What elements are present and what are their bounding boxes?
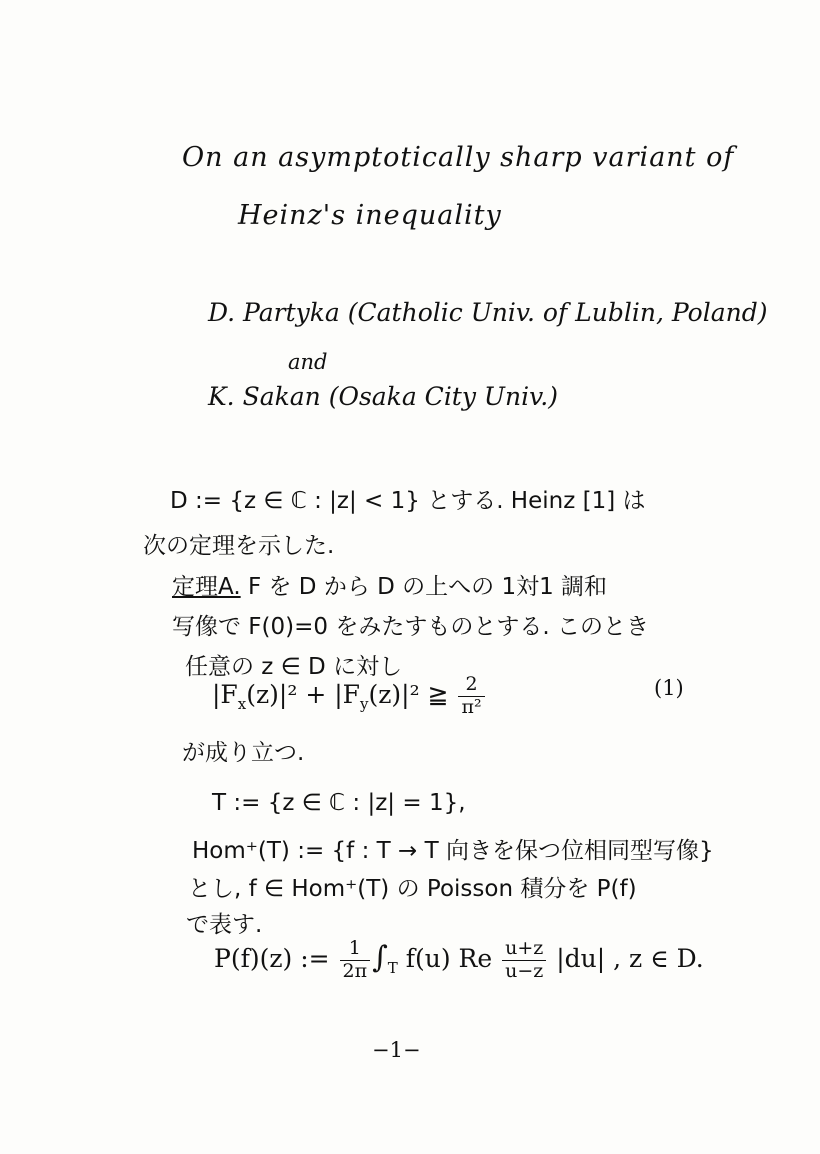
theorem-label: 定理A.	[172, 574, 241, 600]
theorem-text: F を D から D の上への 1対1 調和	[240, 574, 608, 600]
body-line-1: D := {z ∈ ℂ : |z| < 1} とする. Heinz [1] は	[170, 488, 646, 514]
body-line-7: T := {z ∈ ℂ : |z| = 1},	[212, 790, 466, 816]
paper-title-line2: Heinz's inequality	[238, 200, 502, 231]
eq1-sub-y: y	[359, 694, 369, 713]
eq1-mid: (z)|² + |F	[246, 679, 360, 709]
eq2-fraction-1	[340, 938, 371, 983]
body-line-3	[172, 568, 607, 601]
author-conjunction: and	[288, 350, 328, 374]
equation-1-number: (1)	[654, 676, 684, 700]
eq1-end: (z)|² ≧	[368, 679, 449, 709]
eq2-frac1-den: 2π	[342, 959, 368, 982]
eq1-lhs: |F	[212, 679, 238, 709]
body-line-5: 任意の z ∈ D に対し	[185, 654, 403, 680]
eq2-frac1-num: 1	[340, 938, 371, 961]
eq2-integral: ∫	[372, 939, 388, 975]
eq2-end: |du| , z ∈ D.	[556, 943, 704, 973]
body-line-9: とし, f ∈ Hom⁺(T) の Poisson 積分を P(f)	[188, 876, 637, 902]
eq1-sub-x: x	[237, 694, 247, 713]
eq2-mid: f(u) Re	[405, 943, 493, 973]
eq2-fraction-2	[502, 938, 546, 983]
body-line-8: Hom⁺(T) := {f : T → T 向きを保つ位相同型写像}	[192, 838, 714, 864]
eq2-integral-domain: T	[387, 958, 398, 977]
author-2: K. Sakan (Osaka City Univ.)	[208, 382, 558, 411]
eq1-denominator: π²	[461, 695, 482, 718]
body-line-6: が成り立つ.	[182, 740, 305, 766]
body-line-2: 次の定理を示した.	[143, 533, 335, 559]
eq2-lhs: P(f)(z) :=	[214, 943, 330, 973]
page-number: −1−	[372, 1038, 421, 1062]
body-line-4: 写像で F(0)=0 をみたすものとする. このとき	[172, 614, 649, 640]
eq1-numerator: 2	[458, 674, 484, 697]
author-1: D. Partyka (Catholic Univ. of Lublin, Poland)	[208, 298, 768, 327]
eq1-fraction	[458, 674, 484, 719]
body-line-10: で表す.	[186, 912, 263, 938]
eq2-frac2-den: u−z	[505, 959, 544, 982]
eq2-frac2-num: u+z	[502, 938, 546, 961]
paper-title-line1: On an asymptotically sharp variant of	[182, 142, 735, 173]
equation-1	[212, 674, 487, 719]
equation-2	[214, 938, 704, 983]
